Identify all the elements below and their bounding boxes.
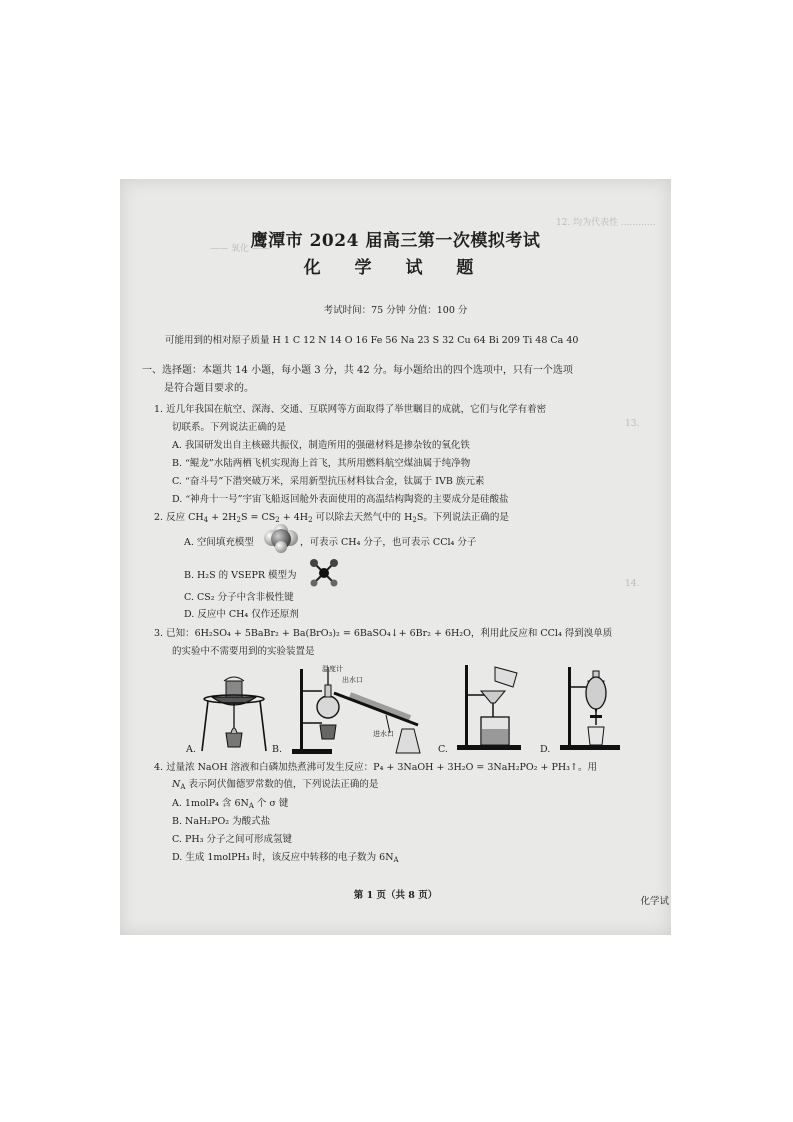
apparatus-c-filtration [455,661,529,755]
bleed-through-text: 13. [625,419,640,429]
q4-option-d: D. 生成 1molPH₃ 时，该反应中转移的电子数为 $6N_A$ [172,852,399,864]
q1-option-c: C. “奋斗号”下潜突破万米，采用新型抗压材料钛合金，钛属于 IVB 族元素 [172,476,485,487]
water-outlet-label: 出水口 [342,676,363,684]
bleed-through-text: 12. 均为代表性 ............ [556,218,656,228]
q4-option-b: B. NaH₂PO₂ 为酸式盐 [172,816,271,827]
q4-option-c: C. PH₃ 分子之间可形成氢键 [172,834,292,845]
vsepr-model-icon [310,559,338,587]
section-heading: 一、选择题：本题共 14 小题，每小题 3 分，共 42 分。每小题给出的四个选项中，只有一个选项 [142,365,573,376]
q1-option-b: B. “鲲龙”水陆两栖飞机实现海上首飞，其所用燃料航空煤油属于纯净物 [172,458,471,469]
exam-meta: 考试时间：75 分钟 分值：100 分 [323,305,468,316]
q1-stem-cont: 切联系。下列说法正确的是 [172,422,287,433]
apparatus-b-label: B. [272,744,283,755]
thermometer-label: 温度计 [322,665,343,673]
space-filling-model-icon [264,523,298,553]
bleed-through-text: 14. [625,579,640,589]
q2-option-a-prefix: A. 空间填充模型 [184,537,254,548]
q4-stem: 4. 过量浓 NaOH 溶液和白磷加热煮沸可发生反应：P₄ + 3NaOH + 3H₂O = 3NaH₂PO₂ + PH₃↑。用 [154,762,597,773]
q2-option-b: B. H₂S 的 VSEPR 模型为 [184,570,297,581]
apparatus-a-label: A. [186,744,196,755]
bleed-through-text: —— 氧化 —— [210,244,270,254]
q1-option-d: D. “神舟十一号”宇宙飞船返回舱外表面使用的高温结构陶瓷的主要成分是硅酸盐 [172,494,509,505]
apparatus-c-label: C. [438,744,448,755]
q2-option-a-text: ，可表示 CH₄ 分子，也可表示 CCl₄ 分子 [300,537,477,548]
atomic-masses: 可能用到的相对原子质量 H 1 C 12 N 14 O 16 Fe 56 Na 23 S 32 Cu 64 Bi 209 Ti 48 Ca 40 [165,335,579,346]
q3-stem: 3. 已知：6H₂SO₄ + 5BaBr₂ + Ba(BrO₃)₂ = 6BaSO₄↓+ 6Br₂ + 6H₂O，利用此反应和 CCl₄ 得到溴单质 [154,628,613,639]
q4-option-a: A. 1molP₄ 含 $6N_A$ 个 σ 键 [172,798,289,810]
q1-stem: 1. 近几年我国在航空、深海、交通、互联网等方面取得了举世瞩目的成就，它们与化学有着密 [154,404,547,415]
water-inlet-label: 进水口 [373,730,394,738]
next-page-corner-text: 化学试 [640,896,669,907]
q2-stem: 2. 反应 $CH_4 + 2H_2S = CS_2 + 4H_2$ 可以除去天然气中的 $H_2S$。下列说法正确的是 [154,512,509,524]
apparatus-a-evaporation [198,667,270,753]
apparatus-d-separatory-funnel [558,663,632,755]
exam-subject: 化 学 试 题 [303,258,488,278]
q3-stem-cont: 的实验中不需要用到的实验装置是 [172,646,315,657]
q4-stem-cont: $N_A$ 表示阿伏伽德罗常数的值，下列说法正确的是 [172,779,379,791]
q2-option-d: D. 反应中 CH₄ 仅作还原剂 [184,609,299,620]
q1-option-a: A. 我国研发出自主核磁共振仪，制造所用的强磁材料是掺杂钕的氧化铁 [172,440,470,451]
apparatus-d-label: D. [540,744,551,755]
exam-title: 鹰潭市 2024 届高三第一次模拟考试 [250,231,541,251]
exam-paper [120,179,671,935]
q2-option-c: C. CS₂ 分子中含非极性键 [184,592,294,603]
page-number: 第 1 页（共 8 页） [353,890,438,901]
section-heading-cont: 是符合题目要求的。 [164,383,254,394]
